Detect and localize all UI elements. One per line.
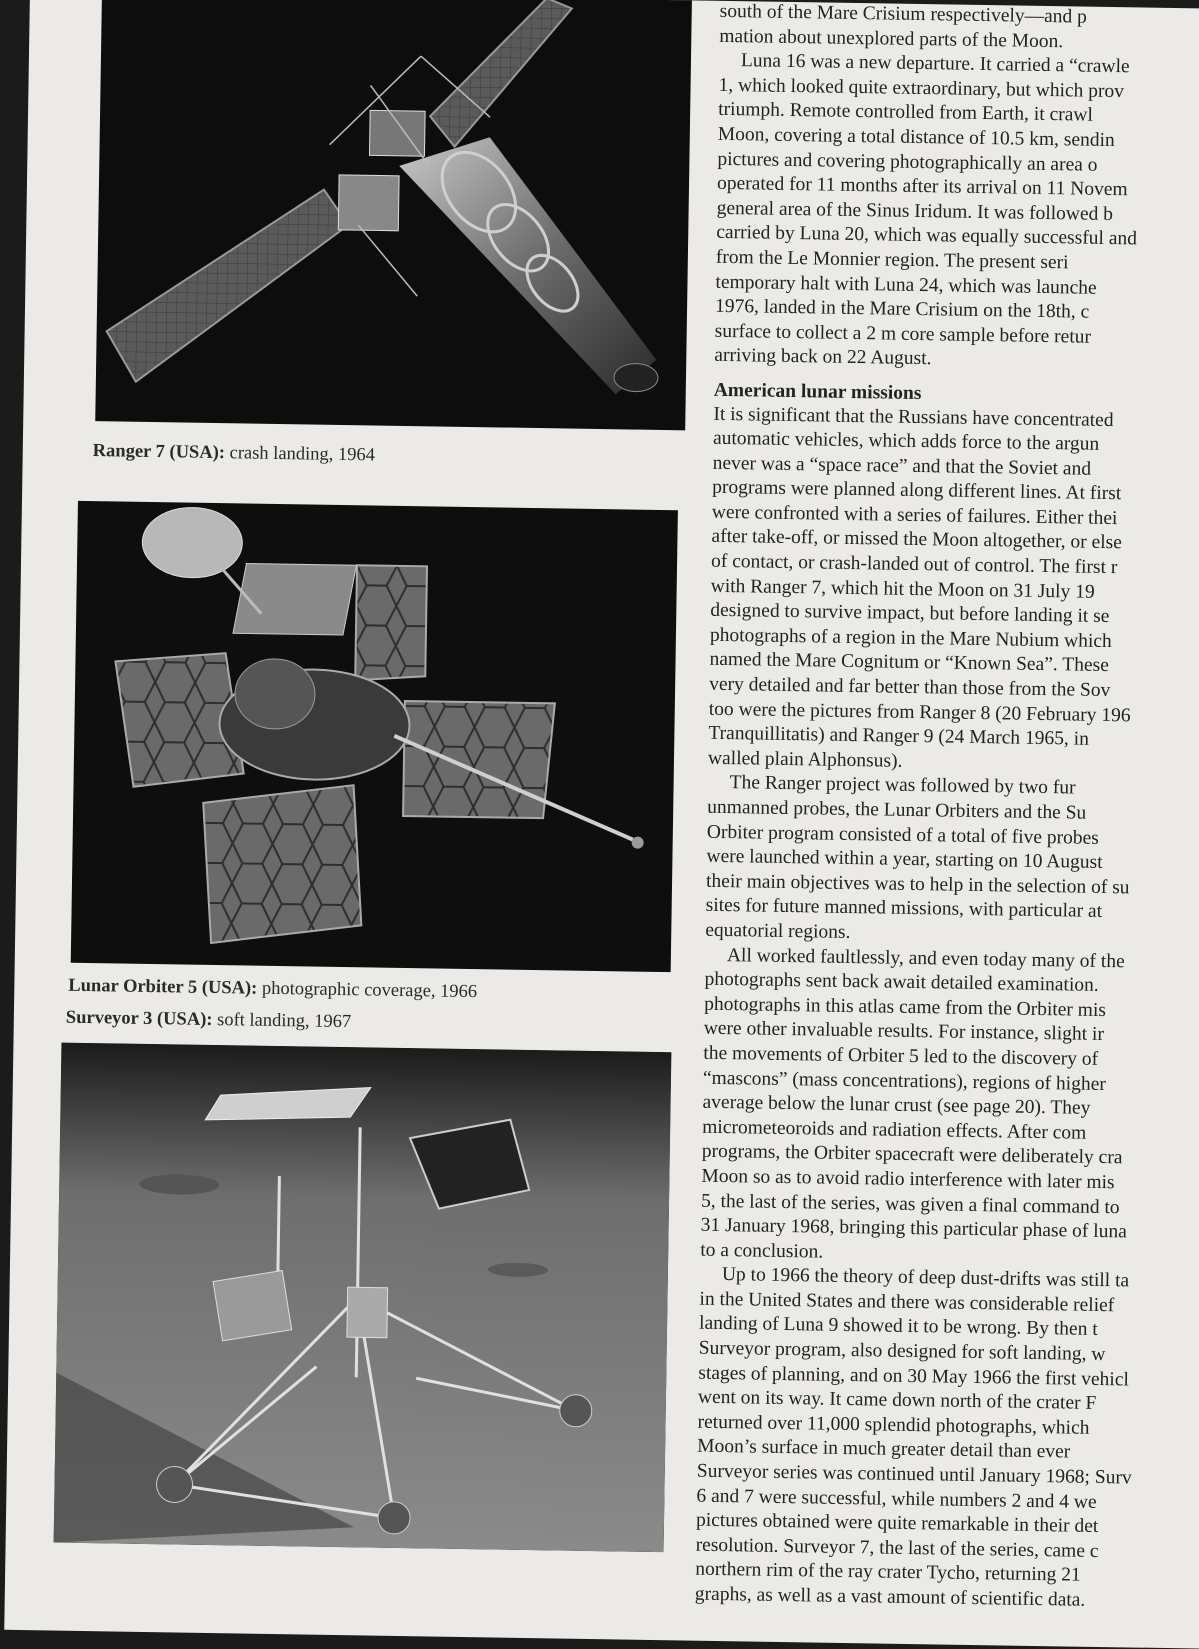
text-line: Moon so as to avoid radio interference with later mis — [701, 1165, 1115, 1194]
text-line: pictures obtained were quite remarkable in their det — [695, 1509, 1099, 1538]
paragraph-block-american — [695, 403, 1199, 1616]
text-line: 1976, landed in the Mare Crisium on the 18th, c — [714, 295, 1090, 323]
text-line: Luna 16 was a new departure. It carried a “crawle — [740, 50, 1130, 78]
surveyor3-illustration — [54, 1043, 672, 1553]
ranger7-caption — [93, 441, 376, 466]
text-line: arriving back on 22 August. — [714, 345, 932, 370]
text-line: from the Le Monnier region. The present seri — [715, 246, 1069, 274]
orbiter5-photo — [71, 501, 678, 972]
text-line: photographs in this atlas came from the Orbiter mis — [703, 993, 1107, 1021]
text-line: returned over 11,000 splendid photographs, which — [697, 1411, 1090, 1439]
text-line: “mascons” (mass concentrations), regions of higher — [702, 1067, 1106, 1095]
text-line: mation about unexplored parts of the Moon. — [719, 25, 1064, 52]
text-line: pictures and covering photographically an area o — [717, 148, 1098, 176]
text-line: stages of planning, and on 30 May 1966 the first vehicl — [698, 1362, 1130, 1391]
paragraph-block-luna — [714, 1, 1199, 378]
text-line: to a conclusion. — [700, 1239, 824, 1263]
text-line: surface to collect a 2 m core sample before retur — [714, 320, 1092, 348]
text-line: graphs, as well as a vast amount of scientific data. — [694, 1583, 1086, 1611]
text-line: walled plain Alphonsus). — [707, 747, 903, 772]
text-line: Moon, covering a total distance of 10.5 km, sendin — [717, 123, 1115, 152]
text-line: It is significant that the Russians have concentrated — [713, 403, 1114, 431]
text-line: landing of Luna 9 showed it to be wrong. By then t — [698, 1313, 1098, 1341]
ranger7-caption-text: crash landing, 1964 — [224, 443, 376, 466]
text-line: photographs of a region in the Mare Nubium which — [709, 624, 1112, 652]
text-line: carried by Luna 20, which was equally successful and — [716, 222, 1138, 250]
text-line: in the United States and there was considerable relief — [699, 1288, 1115, 1317]
text-line: 1, which looked quite extraordinary, but which prov — [718, 74, 1125, 102]
ranger7-caption-title: Ranger 7 (USA): — [92, 441, 226, 464]
text-line: Up to 1966 the theory of deep dust-drifts was still ta — [721, 1264, 1130, 1292]
text-line: photographs sent back await detailed examination. — [704, 968, 1099, 997]
text-line: with Ranger 7, which hit the Moon on 31 July 19 — [710, 575, 1095, 603]
text-line: temporary halt with Luna 24, which was launche — [715, 271, 1097, 299]
text-line: very detailed and far better than those from the Sov — [709, 673, 1111, 702]
surveyor3-photo — [54, 1043, 672, 1553]
section-heading: American lunar missions — [713, 379, 922, 404]
text-line: programs, the Orbiter spacecraft were deliberately cra — [701, 1141, 1123, 1169]
surveyor3-caption-text: soft landing, 1967 — [212, 1009, 352, 1033]
ranger7-illustration — [95, 0, 692, 430]
text-line: automatic vehicles, which adds force to the argun — [712, 427, 1100, 455]
text-line: named the Mare Cognitum or “Known Sea”. These — [709, 649, 1109, 677]
text-line: Surveyor program, also designed for soft landing, w — [698, 1337, 1106, 1366]
text-line: general area of the Sinus Iridum. It was followed b — [716, 197, 1114, 225]
text-line: were launched within a year, starting on 10 August — [706, 845, 1103, 874]
orbiter5-caption-text: photographic coverage, 1966 — [257, 978, 478, 1003]
surveyor3-caption — [66, 1008, 352, 1033]
text-column — [695, 1, 1199, 1617]
text-line: their main objectives was to help in the selection of su — [705, 870, 1130, 899]
text-line: All worked faultlessly, and even today many of the — [726, 944, 1125, 972]
text-line: designed to survive impact, but before landing it se — [710, 600, 1110, 628]
text-line: micrometeoroids and radiation effects. After com — [702, 1116, 1087, 1144]
orbiter5-caption-title: Lunar Orbiter 5 (USA): — [68, 975, 258, 999]
text-line: Moon’s surface in much greater detail than ever — [697, 1436, 1071, 1463]
orbiter5-illustration — [71, 501, 678, 972]
ranger7-photo — [95, 0, 692, 430]
text-line: after take-off, or missed the Moon altogether, or else — [711, 526, 1123, 554]
text-line: of contact, or crash-landed out of control. The first r — [710, 550, 1118, 579]
text-line: operated for 11 months after its arrival on 11 Novem — [716, 172, 1128, 201]
text-line: resolution. Surveyor 7, the last of the series, came c — [695, 1534, 1099, 1562]
text-line: programs were planned along different lines. At first — [712, 477, 1122, 505]
text-line: 5, the last of the series, was given a final command to — [700, 1190, 1120, 1218]
text-line: Tranquillitatis) and Ranger 9 (24 March 1965, in — [708, 722, 1090, 750]
text-line: northern rim of the ray crater Tycho, returning 21 — [695, 1559, 1081, 1587]
text-line: were confronted with a series of failures. Either thei — [711, 501, 1118, 530]
book-page — [4, 0, 1199, 1649]
text-line: Orbiter program consisted of a total of five probes — [706, 821, 1100, 849]
text-line: triumph. Remote controlled from Earth, it crawl — [718, 99, 1094, 127]
text-line: too were the pictures from Ranger 8 (20 February 196 — [708, 698, 1131, 727]
text-line: equatorial regions. — [705, 919, 851, 943]
text-line: sites for future manned missions, with particular at — [705, 895, 1103, 923]
text-line: 31 January 1968, bringing this particular phase of luna — [700, 1214, 1127, 1243]
surveyor3-caption-title: Surveyor 3 (USA): — [65, 1007, 213, 1030]
text-line: the movements of Orbiter 5 led to the discovery of — [703, 1042, 1099, 1070]
text-line: 6 and 7 were successful, while numbers 2 and 4 we — [696, 1485, 1097, 1513]
text-line: The Ranger project was followed by two fur — [729, 772, 1076, 799]
orbiter5-caption — [68, 976, 477, 1003]
text-line: unmanned probes, the Lunar Orbiters and the Su — [707, 796, 1087, 824]
text-line: went on its way. It came down north of the crater F — [697, 1386, 1097, 1415]
text-line: south of the Mare Crisium respectively—and p — [719, 0, 1088, 28]
text-line: never was a “space race” and that the Soviet and — [712, 452, 1092, 480]
text-line: Surveyor series was continued until January 1968; Surv — [696, 1460, 1132, 1489]
text-line: average below the lunar crust (see page 20). They — [702, 1091, 1091, 1119]
text-line: were other invaluable results. For instance, slight ir — [703, 1018, 1105, 1046]
